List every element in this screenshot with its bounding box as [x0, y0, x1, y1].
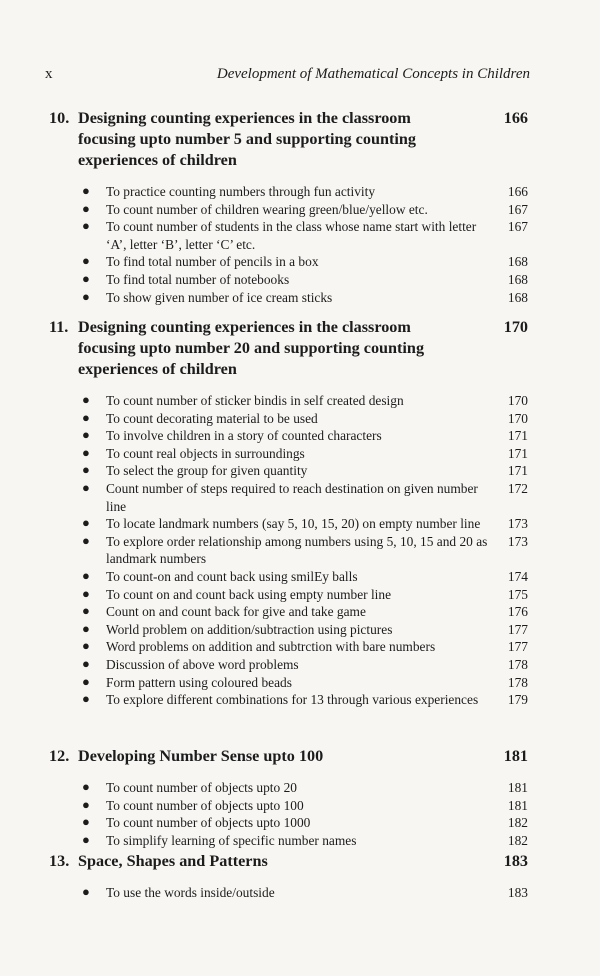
bullet-icon: ●: [82, 479, 90, 495]
activity-page-number: 170: [507, 393, 528, 408]
chapter-page-number: 170: [503, 318, 528, 336]
chapter-heading: [45, 746, 530, 767]
chapter-number: 11.: [49, 318, 69, 336]
list-item: [45, 183, 530, 201]
bullet-icon: ●: [82, 444, 90, 460]
activity-page-number: 182: [507, 832, 528, 848]
bullet-icon: ●: [82, 462, 90, 478]
bullet-icon: ●: [82, 673, 90, 689]
list-item: [45, 638, 530, 656]
list-item: [45, 814, 530, 832]
list-item: [45, 253, 530, 271]
bullet-icon: ●: [82, 620, 90, 636]
chapter-heading: [45, 317, 530, 380]
activity-page-number: 173: [507, 533, 528, 549]
activity-page-number: 174: [507, 568, 528, 584]
list-item: [45, 289, 530, 307]
bullet-icon: ●: [82, 779, 90, 794]
bullet-icon: ●: [82, 200, 90, 216]
bullet-icon: ●: [82, 567, 90, 583]
activity-page-number: 175: [507, 586, 528, 602]
activity-text: Form pattern using coloured beads: [106, 674, 292, 690]
activity-text: To show given number of ice cream sticks: [106, 289, 333, 305]
chapter-page-number: 183: [503, 852, 528, 870]
chapter-title: Space, Shapes and Patterns: [78, 852, 268, 870]
activity-page-number: 177: [507, 639, 528, 655]
page-header: [45, 66, 530, 88]
list-item: [45, 832, 530, 850]
list-item: [45, 427, 530, 445]
chapter-title: Designing counting experiences in the classroom focusing upto number 5 and supporting counting experiences of children: [78, 109, 416, 169]
chapter-title: Developing Number Sense upto 100: [78, 747, 324, 765]
page-number-roman: x: [45, 66, 53, 82]
bullet-icon: ●: [82, 603, 90, 619]
bullet-icon: ●: [82, 585, 90, 601]
activity-text: Count on and count back for give and take game: [106, 604, 366, 620]
list-item: [45, 410, 530, 428]
activity-text: Word problems on addition and subtrction with bare numbers: [106, 639, 436, 655]
activity-text: To count real objects in surroundings: [106, 445, 305, 461]
activity-page-number: 167: [507, 219, 528, 235]
bullet-icon: ●: [82, 831, 90, 847]
list-item: [45, 656, 530, 674]
chapter-number: 12.: [49, 747, 70, 765]
list-item: [45, 218, 530, 253]
bullet-icon: ●: [82, 270, 90, 286]
chapter-number: 13.: [49, 852, 70, 870]
bullet-icon: ●: [82, 218, 90, 234]
list-item: [45, 674, 530, 692]
bullet-icon: ●: [82, 515, 90, 531]
chapter-heading: [45, 108, 530, 171]
bullet-icon: ●: [82, 288, 90, 304]
bullet-icon: ●: [82, 884, 90, 899]
activity-page-number: 171: [507, 428, 528, 444]
bullet-icon: ●: [82, 638, 90, 654]
activity-page-number: 168: [507, 271, 528, 287]
chapter-page-number: 166: [503, 109, 528, 127]
activity-page-number: 176: [507, 604, 528, 620]
activity-text: To simplify learning of specific number names: [106, 832, 357, 848]
activity-list: [45, 392, 530, 709]
list-item: [45, 515, 530, 533]
activity-text: To count number of objects upto 1000: [106, 815, 311, 831]
activity-text: To count decorating material to be used: [106, 410, 318, 426]
chapter-heading: [45, 851, 530, 872]
activity-text: To explore different combinations for 13 through various experiences: [106, 692, 479, 708]
activity-page-number: 181: [507, 780, 528, 795]
activity-text: To count on and count back using empty number line: [106, 586, 392, 602]
bullet-icon: ●: [82, 796, 90, 812]
bullet-icon: ●: [82, 814, 90, 830]
list-item: [45, 533, 530, 568]
list-item: [45, 462, 530, 480]
activity-text: Count number of steps required to reach destination on given number line: [106, 480, 478, 514]
list-item: [45, 480, 530, 515]
list-item: [45, 445, 530, 463]
activity-list: [45, 779, 530, 849]
list-item: [45, 201, 530, 219]
activity-text: To find total number of pencils in a box: [106, 254, 319, 270]
chapter-title: Designing counting experiences in the classroom focusing upto number 20 and supporting counting experiences of children: [78, 318, 425, 378]
activity-text: To count number of children wearing green/blue/yellow etc.: [106, 201, 428, 217]
activity-text: To select the group for given quantity: [106, 463, 308, 479]
activity-page-number: 171: [507, 445, 528, 461]
list-item: [45, 586, 530, 604]
bullet-icon: ●: [82, 392, 90, 407]
activity-page-number: 177: [507, 621, 528, 637]
activity-text: To count number of objects upto 100: [106, 797, 304, 813]
activity-page-number: 166: [507, 184, 528, 199]
activity-page-number: 178: [507, 656, 528, 672]
activity-page-number: 168: [507, 289, 528, 305]
list-item: [45, 392, 530, 410]
chapter-page-number: 181: [503, 747, 528, 765]
toc-chapter: [45, 317, 530, 709]
list-item: [45, 271, 530, 289]
activity-list: [45, 884, 530, 902]
bullet-icon: ●: [82, 409, 90, 425]
activity-text: To count-on and count back using smilEy balls: [106, 568, 358, 584]
bullet-icon: ●: [82, 691, 90, 707]
toc-chapter: [45, 108, 530, 306]
activity-text: To use the words inside/outside: [106, 885, 275, 900]
activity-text: To involve children in a story of counted characters: [106, 428, 382, 444]
list-item: [45, 797, 530, 815]
activity-page-number: 183: [507, 885, 528, 900]
activity-page-number: 173: [507, 516, 528, 532]
list-item: [45, 779, 530, 797]
activity-text: To count number of sticker bindis in self created design: [106, 393, 404, 408]
activity-text: To practice counting numbers through fun activity: [106, 184, 376, 199]
activity-page-number: 172: [507, 480, 528, 496]
list-item: [45, 568, 530, 586]
activity-text: To count number of objects upto 20: [106, 780, 297, 795]
list-item: [45, 884, 530, 902]
bullet-icon: ●: [82, 253, 90, 269]
activity-page-number: 171: [507, 463, 528, 479]
activity-page-number: 170: [507, 410, 528, 426]
bullet-icon: ●: [82, 532, 90, 548]
activity-text: Discussion of above word problems: [106, 656, 299, 672]
activity-page-number: 179: [507, 692, 528, 708]
activity-text: To find total number of notebooks: [106, 271, 290, 287]
chapter-number: 10.: [49, 109, 70, 127]
bullet-icon: ●: [82, 655, 90, 671]
list-item: [45, 621, 530, 639]
activity-text: World problem on addition/subtraction using pictures: [106, 621, 393, 637]
toc-chapter: [45, 746, 530, 849]
activity-list: [45, 183, 530, 306]
running-title: Development of Mathematical Concepts in Children: [216, 66, 530, 82]
activity-text: To explore order relationship among numbers using 5, 10, 15 and 20 as landmark numbers: [106, 533, 488, 567]
activity-page-number: 168: [507, 254, 528, 270]
list-item: [45, 603, 530, 621]
activity-page-number: 181: [507, 797, 528, 813]
activity-page-number: 167: [507, 201, 528, 217]
bullet-icon: ●: [82, 183, 90, 198]
bullet-icon: ●: [82, 427, 90, 443]
activity-text: To locate landmark numbers (say 5, 10, 15, 20) on empty number line: [106, 516, 481, 532]
activity-text: To count number of students in the class whose name start with letter ‘A’, letter ‘B’, letter ‘C’ etc.: [106, 219, 477, 252]
toc-chapter: [45, 851, 530, 902]
list-item: [45, 691, 530, 709]
activity-page-number: 182: [507, 815, 528, 831]
activity-page-number: 178: [507, 674, 528, 690]
